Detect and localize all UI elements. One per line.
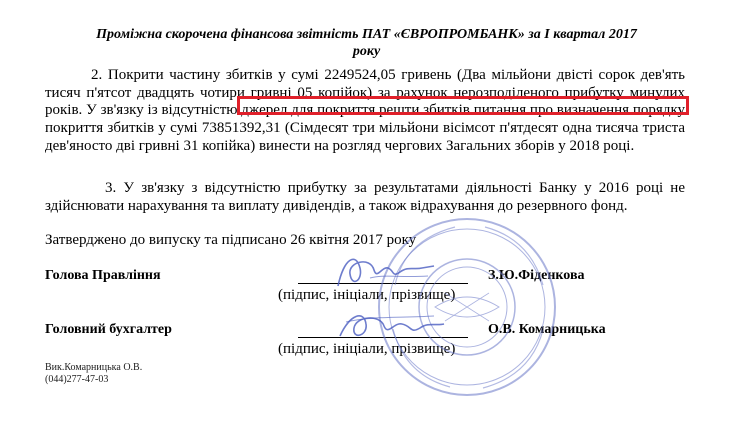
executor-phone: (044)277-47-03 <box>45 374 109 385</box>
paragraph-2-text: 2. Покрити частину збитків у сумі 2249524,05 гривень (Два мільйони двісті сорок дев'ять тисяч п'ятсот двадцять чотири гривні 05 копійок) за рахунок нерозподіленого прибутку минулих років. <box>45 67 685 119</box>
role-chairman: Голова Правління <box>45 268 161 283</box>
signature-caption: (підпис, ініціали, прізвище) <box>278 287 456 303</box>
approval-statement: Затверджено до випуску та підписано 26 квітня 2017 року <box>45 232 417 248</box>
highlighted-sentence: У зв'язку із відсутністю джерел для покриття решти збитків <box>86 102 470 119</box>
signatory-name-chairman: З.Ю.Фіденкова <box>488 268 585 283</box>
paragraph-3: 3. У зв'язку з відсутністю прибутку за результатами діяльності Банку у 2016 році не здійснювати нарахування та виплату дивідендів, а також відрахування до резервного фонд. <box>45 180 685 214</box>
red-highlight-box <box>237 96 689 115</box>
paragraph-2-continued: питання про визначення порядку покриття збитків у сумі 73851392,31 (Сімдесят три мільйони вісімсот п'ятдесят одна тисяча триста дев'яносто дві гривні 31 копійка) винести на розгляд чергових Загальних зборів у 2018 році. <box>45 102 686 154</box>
role-chief-accountant: Головний бухгалтер <box>45 322 172 337</box>
signatory-name-chief-accountant: О.В. Комарницька <box>488 322 606 337</box>
document-header <box>0 26 733 60</box>
signature-line <box>298 283 468 284</box>
signature-line <box>298 337 468 338</box>
header-title: Проміжна скорочена фінансова звітність ПАТ «ЄВРОПРОМБАНК» за I квартал 2017 <box>96 27 637 42</box>
executor-name: Вик.Комарницька О.В. <box>45 362 143 373</box>
header-title-continued: року <box>352 44 381 59</box>
signature-caption: (підпис, ініціали, прізвище) <box>278 341 456 357</box>
